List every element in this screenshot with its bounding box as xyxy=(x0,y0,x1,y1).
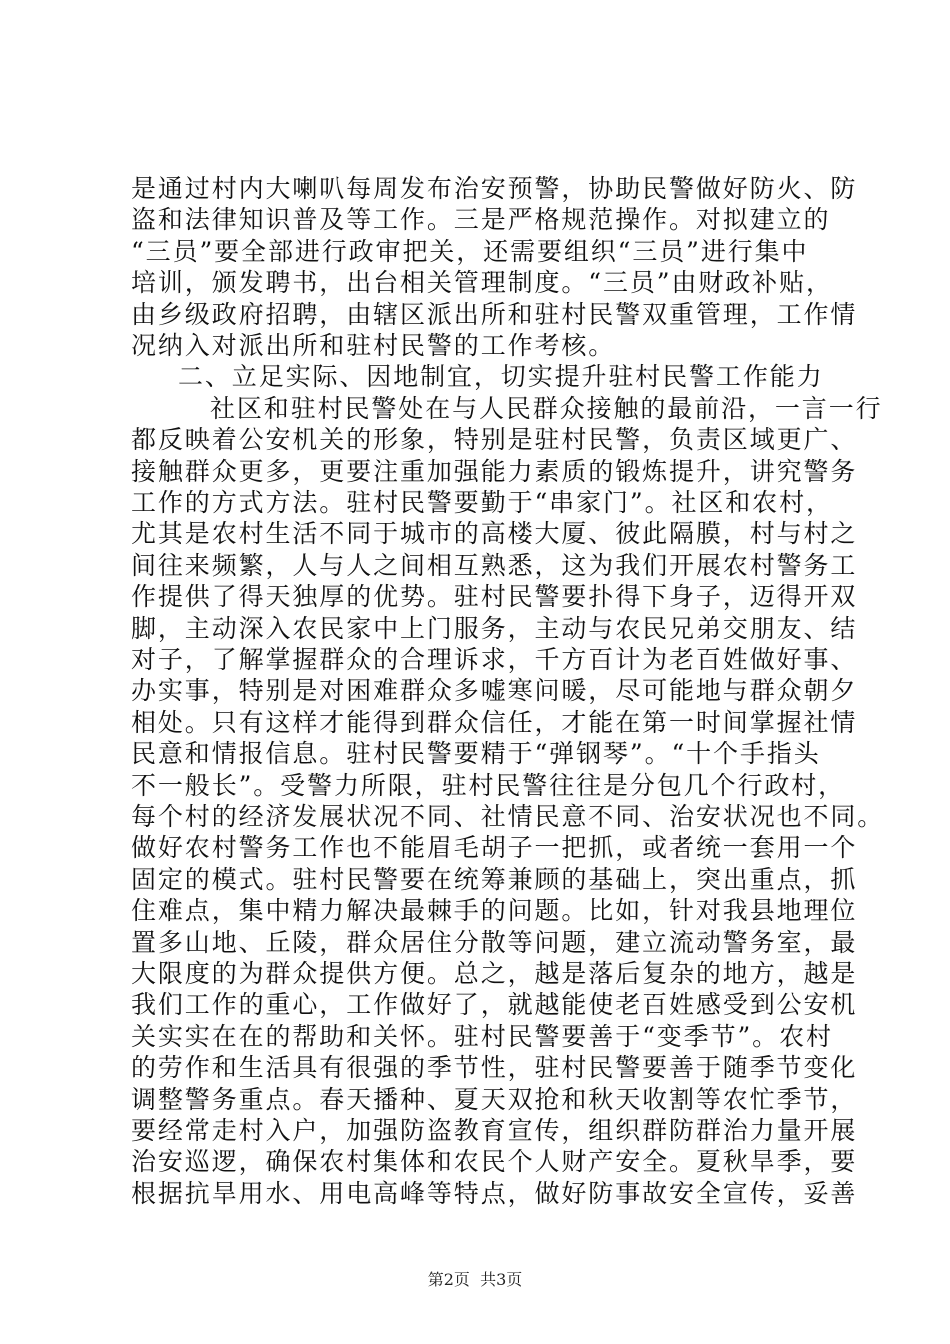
text-line: 都反映着公安机关的形象，特别是驻村民警，负责区域更广、 xyxy=(131,425,858,454)
text-line: 脚，主动深入农民家中上门服务，主动与农民兄弟交朋友、结 xyxy=(131,614,858,643)
text-line: 的劳作和生活具有很强的季节性，驻村民警要善于随季节变化 xyxy=(131,1053,858,1082)
text-line: 根据抗旱用水、用电高峰等特点，做好防事故安全宣传，妥善 xyxy=(131,1179,858,1208)
text-line: 对子，了解掌握群众的合理诉求，千方百计为老百姓做好事、 xyxy=(131,645,858,674)
text-line: 置多山地、丘陵，群众居住分散等问题，建立流动警务室，最 xyxy=(131,928,858,957)
text-line: 关实实在在的帮助和关怀。驻村民警要善于“变季节”。农村 xyxy=(131,1022,833,1051)
text-line: 是通过村内大喇叭每周发布治安预警，协助民警做好防火、防 xyxy=(131,174,858,203)
text-line: 住难点，集中精力解决最棘手的问题。比如，针对我县地理位 xyxy=(131,896,858,925)
text-line: 大限度的为群众提供方便。总之，越是落后复杂的地方，越是 xyxy=(131,959,858,988)
text-line: 治安巡逻，确保农村集体和农民个人财产安全。夏秋旱季，要 xyxy=(131,1147,858,1176)
text-line: 由乡级政府招聘，由辖区派出所和驻村民警双重管理，工作情 xyxy=(131,300,858,329)
text-line: 况纳入对派出所和驻村民警的工作考核。 xyxy=(131,331,616,360)
text-line: 办实事，特别是对困难群众多嘘寒问暖，尽可能地与群众朝夕 xyxy=(131,676,858,705)
text-line: 民意和情报信息。驻村民警要精于“弹钢琴”。“十个手指头 xyxy=(131,739,821,768)
text-line: 间往来频繁，人与人之间相互熟悉，这为我们开展农村警务工 xyxy=(131,551,858,580)
page-number-footer: 第2页 共3页 xyxy=(427,1270,523,1289)
text-line: 社区和驻村民警处在与人民群众接触的最前沿，一言一行 xyxy=(210,394,883,423)
text-line: 做好农村警务工作也不能眉毛胡子一把抓，或者统一套用一个 xyxy=(131,833,858,862)
text-line: 要经常走村入户，加强防盗教育宣传，组织群防群治力量开展 xyxy=(131,1116,858,1145)
text-line: 盗和法律知识普及等工作。三是严格规范操作。对拟建立的 xyxy=(131,205,831,234)
text-line: 相处。只有这样才能得到群众信任，才能在第一时间掌握社情 xyxy=(131,708,858,737)
text-line: 固定的模式。驻村民警要在统筹兼顾的基础上，突出重点，抓 xyxy=(131,865,858,894)
text-line: 作提供了得天独厚的优势。驻村民警要扑得下身子，迈得开双 xyxy=(131,582,858,611)
text-line: 接触群众更多，更要注重加强能力素质的锻炼提升，讲究警务 xyxy=(131,457,858,486)
section-heading: 二、立足实际、因地制宜，切实提升驻村民警工作能力 xyxy=(178,362,824,391)
text-line: 培训，颁发聘书，出台相关管理制度。“三员”由财政补贴， xyxy=(131,268,833,297)
text-line: 调整警务重点。春天播种、夏天双抢和秋天收割等农忙季节， xyxy=(131,1085,858,1114)
text-line: “三员”要全部进行政审把关，还需要组织“三员”进行集中 xyxy=(131,237,809,266)
text-line: 我们工作的重心，工作做好了，就越能使老百姓感受到公安机 xyxy=(131,990,858,1019)
text-line: 每个村的经济发展状况不同、社情民意不同、治安状况也不同。 xyxy=(131,802,885,831)
text-line: 工作的方式方法。驻村民警要勤于“串家门”。社区和农村， xyxy=(131,488,833,517)
text-line: 不一般长”。受警力所限，驻村民警往往是分包几个行政村， xyxy=(131,771,846,800)
text-line: 尤其是农村生活不同于城市的高楼大厦、彼此隔膜，村与村之 xyxy=(131,519,858,548)
